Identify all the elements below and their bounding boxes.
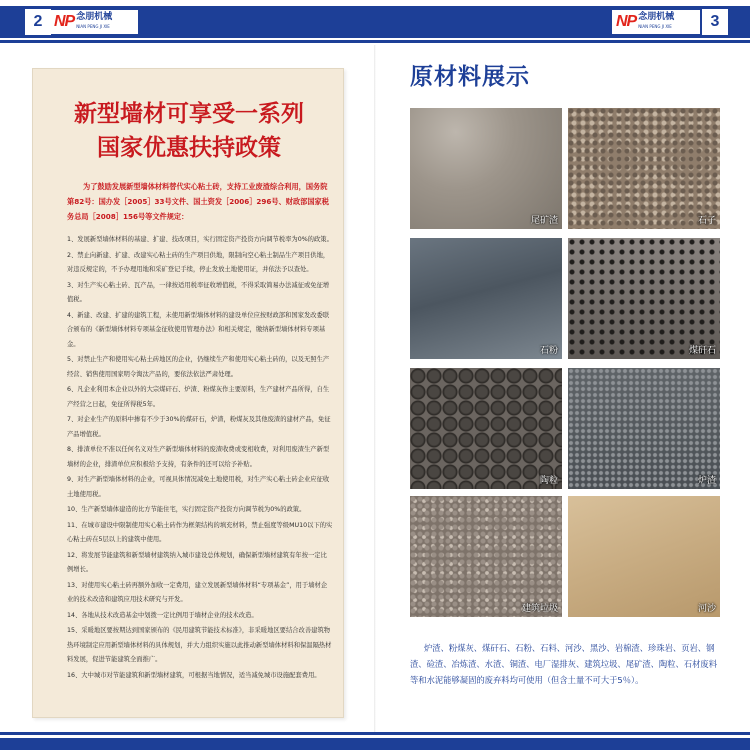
policy-item: 4、新建、改建、扩建的建筑工程，未使用新型墙体材料的建设单位应按财政部和国家发改委联合颁布的《新型墙体材料专项基金征收使用管理办法》和相关规定，缴纳新型墙体材料专项基金。 bbox=[67, 311, 330, 348]
material-photo-ceramsite bbox=[410, 368, 562, 489]
policy-item: 15、采暖地区要按期达到国家颁布的《民用建筑节能技术标准》，非采暖地区要结合改善建筑物热环境制定应用新型墙体材料的具体规划，并大力组织实施以此推动新型墙体材料和保温隔热材料发展，促进节能建筑全面推广。 bbox=[67, 627, 332, 663]
material-photo-slag bbox=[568, 368, 720, 489]
bottom-banner-rule bbox=[0, 732, 750, 735]
policy-item: 2、禁止向新建、扩建、改建实心粘土砖的生产项目供地，限制向空心粘土制品生产项目供地，对违反规定的，不予办理用地和采矿登记手续，停止发放土地使用证，并依法予以查处。 bbox=[67, 251, 330, 273]
policy-item: 14、各地从技术改造基金中划拨一定比例用于墙材企业的技术改造。 bbox=[67, 611, 258, 619]
policy-item: 1、发展新型墙体材料的基建、扩建、技改项目，实行固定资产投资方向调节税率为0%的政策。 bbox=[67, 236, 333, 243]
policy-item: 16、大中城市对节能建筑和新型墙材建筑，可根据当地情况，适当减免城市设施配套费用。 bbox=[67, 671, 321, 679]
bottom-banner bbox=[0, 732, 750, 750]
photo-label: 建筑垃圾 bbox=[521, 604, 558, 614]
material-photo-coal-gangue bbox=[568, 238, 720, 359]
policy-item: 11、在城市建设中限制使用实心粘土砖作为框架结构的填充材料，禁止强度等级MU10以下的实心粘土砖在5层以上的建筑中使用。 bbox=[67, 521, 333, 543]
photo-label: 河沙 bbox=[697, 604, 716, 614]
materials-description: 炉渣、粉煤灰、煤矸石、石粉、石料、河沙、黑沙、岩棉渣、珍珠岩、页岩、钢渣、硷渣、冶炼渣、水渣、铜渣、电厂湿排灰、建筑垃圾、尾矿渣、陶粒、石材废料等和水泥能够凝固的废弃料均可使用（但含土量不可大于5％）。 bbox=[410, 643, 717, 685]
poster-intro: 为了鼓励发展新型墙体材料替代实心粘土砖，支持工业废渣综合利用，国务院第82号：国办发［2005］33号文件、国土资发［2006］296号、财政部国家税务总局［2008］156号等文件规定： bbox=[67, 182, 329, 221]
policy-item: 9、对生产新型墙体材料的企业，可视具体情况减免土地使用税，对生产实心粘土砖企业应征收土地使用税。 bbox=[67, 476, 330, 498]
logo-mark: NP bbox=[616, 13, 637, 30]
page-fold bbox=[374, 45, 376, 732]
material-photo-stone-powder bbox=[410, 238, 562, 359]
policy-item: 5、对禁止生产和使用实心粘土砖地区的企业，仍继续生产和使用实心粘土砖的，以及无照生产经营、销售使用国家明令淘汰产品的，要依法依法严肃处理。 bbox=[67, 356, 330, 378]
poster-title: 新型墙材可享受一系列 国家优惠扶持政策 bbox=[74, 100, 304, 161]
bottom-banner-stripe bbox=[0, 738, 750, 750]
policy-item: 8、排渣单位不准以任何名义对生产新型墙体材料的废渣收费或变相收费，对利用废渣生产新型墙材的企业，排渣单位应积极给予支持，有条件的还可以给予补贴。 bbox=[67, 446, 330, 468]
policy-item: 3、对生产实心粘土砖、瓦产品，一律按适用税率征收增值税，不得采取简易办法减征或免征增值税。 bbox=[67, 281, 330, 303]
logo-mark: NP bbox=[54, 13, 75, 30]
top-banner-rule bbox=[0, 40, 750, 43]
logo-name: 念朋机械 NIAN PENG JI XIE bbox=[76, 12, 113, 29]
logo-name: 念朋机械 NIAN PENG JI XIE bbox=[638, 12, 675, 29]
policy-item: 10、生产新型墙体建造的比方节能住宅，实行固定资产投资方向调节税为0%的政策。 bbox=[67, 506, 306, 513]
policy-item: 12、将发展节能建筑和新型墙材建筑纳入城市建设总体规划，确保新型墙材建筑有年按一定比例增长。 bbox=[67, 551, 327, 573]
company-logo-left bbox=[50, 10, 138, 34]
page-number-right: 3 bbox=[702, 9, 728, 35]
photo-label: 陶粒 bbox=[539, 476, 558, 486]
top-banner bbox=[0, 0, 750, 45]
material-photo-construction-waste bbox=[410, 496, 562, 617]
policy-item: 13、对使用实心粘土砖再额外加收一定费用，建立发展新型墙体材料“专项基金”，用于墙材企业的技术改造和建筑应用技术研究与开发。 bbox=[67, 581, 328, 603]
material-photo-tailings bbox=[410, 108, 562, 229]
photo-label: 尾矿渣 bbox=[530, 216, 558, 226]
policy-item: 7、对企业生产的原料中掺有不少于30%的煤矸石，炉渣，粉煤灰及其他废渣的建材产品，免征产品增值税。 bbox=[67, 416, 331, 438]
company-logo-right bbox=[612, 10, 700, 34]
section-title: 原材料展示 bbox=[410, 64, 530, 90]
policy-poster bbox=[32, 68, 344, 718]
photo-label: 炉渣 bbox=[697, 476, 716, 486]
policy-item: 6、凡企业利用本企业以外的大宗煤矸石、炉渣、粉煤灰作主要原料，生产建材产品所得，自生产经营之日起，免征所得税5年。 bbox=[67, 386, 330, 408]
photo-label: 石粉 bbox=[539, 346, 558, 356]
material-photo-river-sand bbox=[568, 496, 720, 617]
photo-label: 石子 bbox=[697, 216, 716, 226]
page-number-left: 2 bbox=[25, 9, 51, 35]
policy-list bbox=[67, 233, 333, 684]
material-photo-gravel bbox=[568, 108, 720, 229]
photo-label: 煤矸石 bbox=[688, 346, 716, 356]
